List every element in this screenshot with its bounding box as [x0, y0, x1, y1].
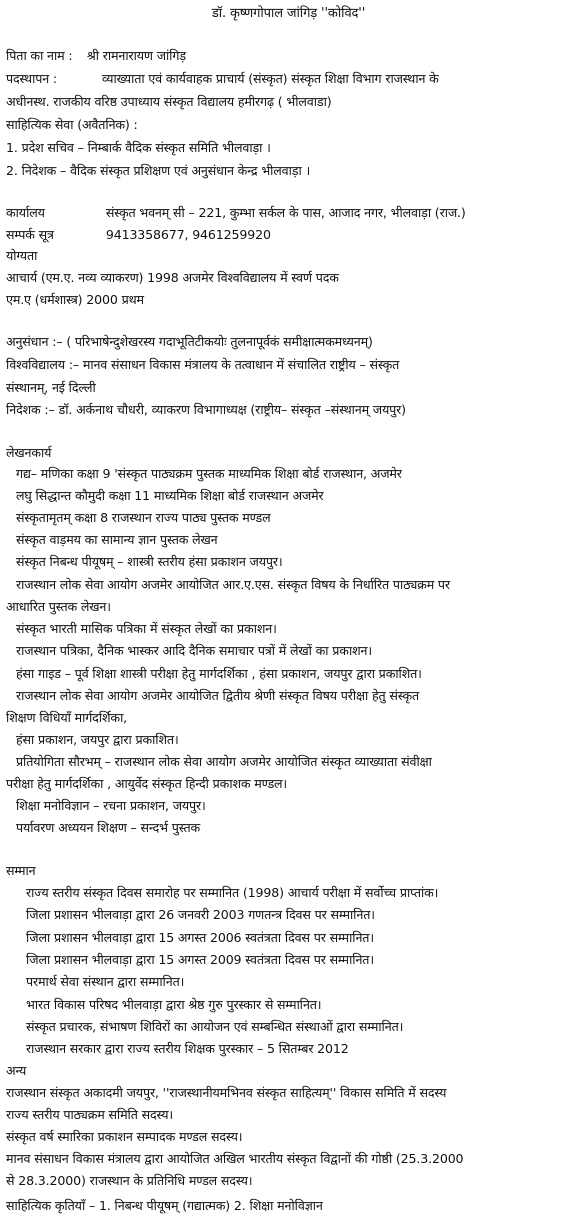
honour-item: जिला प्रशासन भीलवाड़ा द्वारा 15 अगस्त 2006 स्वतंत्रता दिवस पर सम्मानित।: [26, 930, 374, 945]
writing-item: संस्कृत निबन्ध पीयूषम् – शास्त्री स्तरीय हंसा प्रकाशन जयपुर।: [16, 554, 283, 569]
research-line: निदेशक :– डॉ. अर्कनाथ चौधरी, व्याकरण विभागाध्यक्ष (राष्ट्रीय– संस्कृत –संस्थानम् जयपुर): [6, 402, 406, 417]
writing-item: प्रतियोगिता सौरभम् – राजस्थान लोक सेवा आयोग अजमेर आयोजित संस्कृत व्याख्याता संवीक्षा: [16, 754, 432, 769]
honour-item: राज्य स्तरीय संस्कृत दिवस समारोह पर सम्मानित (1998) आचार्य परीक्षा में सर्वोच्च प्राप्तांक।: [26, 885, 439, 900]
honour-item: राजस्थान सरकार द्वारा राज्य स्तरीय शिक्षक पुरस्कार – 5 सितम्बर 2012: [26, 1041, 349, 1056]
writing-item-continued: आधारित पुस्तक लेखन।: [6, 599, 111, 614]
research-line: संस्थानम्, नई दिल्ली: [6, 380, 96, 395]
office-value: संस्कृत भवनम् सी – 221, कुम्भा सर्कल के पास, आजाद नगर, भीलवाड़ा (राज.): [105, 205, 466, 220]
writing-item: पर्यावरण अध्ययन शिक्षण – सन्दर्भ पुस्तक: [16, 820, 201, 835]
writing-item: हंसा प्रकाशन, जयपुर द्वारा प्रकाशित।: [16, 732, 179, 747]
literary-service-heading: साहित्यिक सेवा (अवैतनिक) :: [6, 117, 138, 132]
office-label: कार्यालय: [6, 205, 45, 220]
other-item-continued: राज्य स्तरीय पाठ्यक्रम समिति सदस्य।: [6, 1107, 174, 1122]
father-label: पिता का नाम :: [6, 48, 73, 63]
research-line: विश्वविद्यालय :– मानव संसाधन विकास मंत्रालय के तत्वाधान में संचालित राष्ट्रीय – संस्कृत: [6, 357, 400, 372]
post-label: पदस्थापन :: [6, 71, 57, 86]
honours-heading: सम्मान: [6, 863, 36, 878]
literary-service-item: 1. प्रदेश सचिव – निम्बार्क वैदिक संस्कृत समिति भीलवाड़ा ।: [6, 140, 271, 155]
other-item: राजस्थान संस्कृत अकादमी जयपुर, ''राजस्थानीयमभिनव संस्कृत साहित्यम्'' विकास समिति में सदस्य: [6, 1085, 447, 1100]
writing-item: शिक्षा मनोविज्ञान – रचना प्रकाशन, जयपुर।: [16, 798, 206, 813]
honour-item: संस्कृत प्रचारक, संभाषण शिविरों का आयोजन एवं सम्बन्धित संस्थाओं द्वारा सम्मानित।: [26, 1019, 404, 1034]
phone-value: 9413358677, 9461259920: [105, 227, 271, 242]
qualification-heading: योग्यता: [6, 248, 38, 263]
writing-item: हंसा गाइड – पूर्व शिक्षा शास्त्री परीक्षा हेतु मार्गदर्शिका , हंसा प्रकाशन, जयपुर द्वारा प्रकाशित।: [16, 666, 422, 681]
honour-item: परमार्थ सेवा संस्थान द्वारा सम्मानित।: [26, 974, 185, 989]
writing-item: गद्य– मणिका कक्षा 9 'संस्कृत पाठ्यक्रम पुस्तक माध्यमिक शिक्षा बोर्ड राजस्थान, अजमेर: [16, 466, 402, 481]
post-row: [6, 69, 573, 89]
post-value: व्याख्याता एवं कार्यवाहक प्राचार्य (संस्कृत) संस्कृत शिक्षा विभाग राजस्थान के: [101, 71, 439, 86]
research-line: अनुसंधान :– ( परिभाषेन्दुशेखरस्य गदाभूतिटीकयोः तुलनापूर्वकं समीक्षात्मकमध्यनम्): [6, 334, 373, 349]
writing-item: लघु सिद्धान्त कौमुदी कक्षा 11 माध्यमिक शिक्षा बोर्ड राजस्थान अजमेर: [16, 488, 324, 503]
honour-item: जिला प्रशासन भीलवाड़ा द्वारा 15 अगस्त 2009 स्वतंत्रता दिवस पर सम्मानित।: [26, 952, 374, 967]
other-item: संस्कृत वर्ष स्मारिका प्रकाशन सम्पादक मण्डल सदस्य।: [6, 1129, 243, 1144]
honour-item: भारत विकास परिषद भीलवाड़ा द्वारा श्रेष्ठ गुरु पुरस्कार से सम्मानित।: [26, 997, 322, 1012]
phone-row: [6, 225, 573, 245]
writing-item: राजस्थान पत्रिका, दैनिक भास्कर आदि दैनिक समाचार पत्रों में लेखों का प्रकाशन।: [16, 643, 372, 658]
other-item-continued: से 28.3.2000) राजस्थान के प्रतिनिधि मण्डल सदस्य।: [6, 1173, 253, 1188]
writing-item: संस्कृत वाड़मय का सामान्य ज्ञान पुस्तक लेखन: [16, 532, 218, 547]
writing-item-continued: शिक्षण विधियाँ मार्गदर्शिका,: [6, 710, 128, 725]
phone-label: सम्पर्क सूत्र: [6, 227, 54, 242]
qualification-item: एम.ए (धर्मशास्त्र) 2000 प्रथम: [6, 292, 144, 307]
father-row: [6, 46, 573, 66]
page-title: डॉ. कृष्णगोपाल जांगिड़ ''कोविद'': [211, 6, 366, 21]
literary-service-item: 2. निदेशक – वैदिक संस्कृत प्रशिक्षण एवं अनुसंधान केन्द्र भीलवाड़ा ।: [6, 163, 311, 178]
father-value: श्री रामनारायण जांगिड़: [86, 48, 186, 63]
office-row: [6, 203, 573, 223]
writing-heading: लेखनकार्य: [6, 445, 52, 460]
writing-item: राजस्थान लोक सेवा आयोग अजमेर आयोजित आर.ए.एस. संस्कृत विषय के निर्धारित पाठ्यक्रम पर: [16, 577, 450, 592]
writing-item: राजस्थान लोक सेवा आयोग अजमेर आयोजित द्वितीय श्रेणी संस्कृत विषय परीक्षा हेतु संस्कृत: [16, 688, 420, 703]
other-heading: अन्य: [6, 1063, 27, 1078]
writing-item: संस्कृतामृतम् कक्षा 8 राजस्थान राज्य पाठ्य पुस्तक मण्डल: [16, 510, 271, 525]
qualification-item: आचार्य (एम.ए. नव्य व्याकरण) 1998 अजमेर विश्वविद्यालय में स्वर्ण पदक: [6, 270, 339, 285]
writing-item-continued: परीक्षा हेतु मार्गदर्शिका , आयुर्वेद संस्कृत हिन्दी प्रकाशक मण्डल।: [6, 776, 288, 791]
post-value-continued: अधीनस्थ. राजकीय वरिष्ठ उपाध्याय संस्कृत विद्यालय हमीरगढ़ ( भीलवाडा): [6, 94, 332, 109]
literary-works-line: साहित्यिक कृतियाँ – 1. निबन्ध पीयूषम् (गद्यात्मक) 2. शिक्षा मनोविज्ञान: [6, 1198, 323, 1213]
honour-item: जिला प्रशासन भीलवाड़ा द्वारा 26 जनवरी 2003 गणतन्त्र दिवस पर सम्मानित।: [26, 907, 375, 922]
writing-item: संस्कृत भारती मासिक पत्रिका में संस्कृत लेखों का प्रकाशन।: [16, 621, 277, 636]
other-item: मानव संसाधन विकास मंत्रालय द्वारा आयोजित अखिल भारतीय संस्कृत विद्वानों की गोष्ठी (25.3.2000: [6, 1151, 464, 1166]
